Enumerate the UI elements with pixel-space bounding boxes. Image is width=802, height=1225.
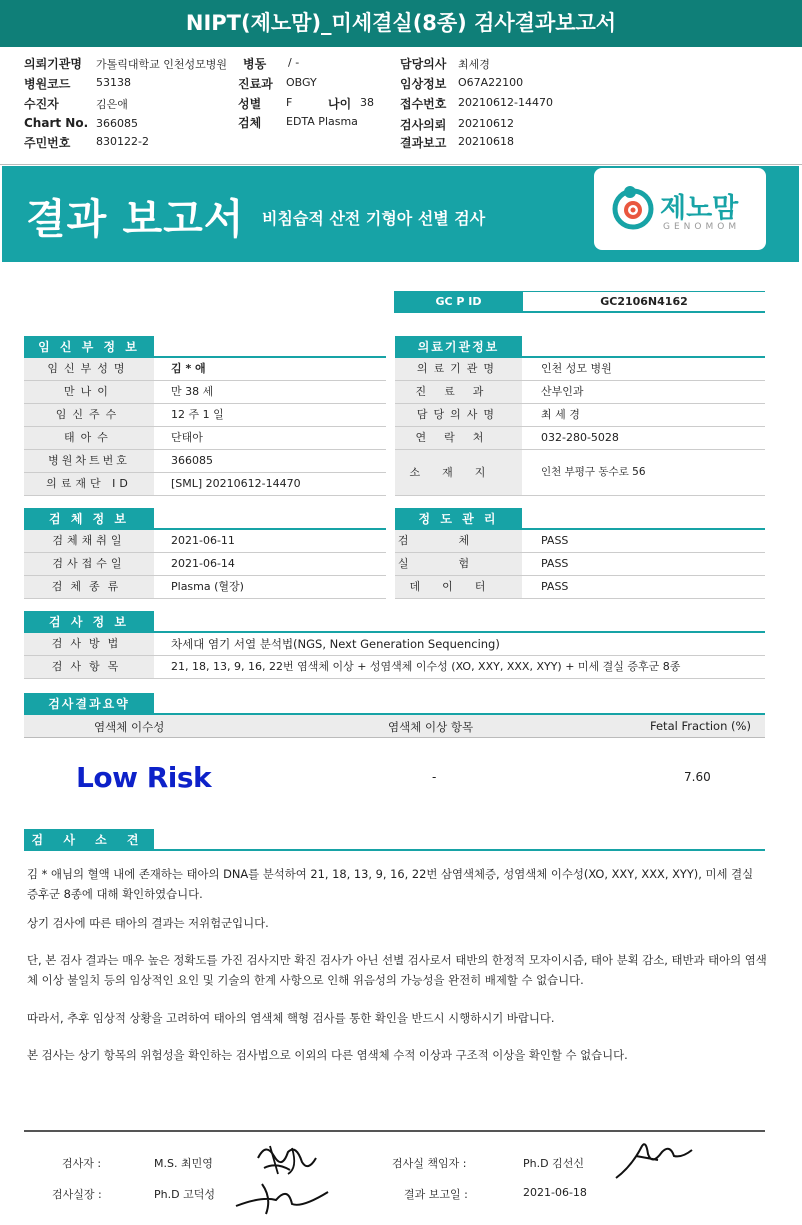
result-fetal-fraction: 7.60: [684, 770, 711, 784]
institution-row: [395, 381, 765, 404]
specimen-row: [24, 553, 386, 576]
row-key: 진료과: [395, 381, 522, 403]
age-label: 나이: [328, 97, 352, 111]
dept-value: OBGY: [286, 76, 317, 89]
signature-divider: [24, 1130, 765, 1132]
row-value: 산부인과: [541, 385, 584, 398]
test-row: [24, 633, 765, 656]
row-key: 의료기관명: [395, 358, 522, 380]
logo-subtext: GENOMOM: [663, 222, 741, 232]
findings-paragraph: 따라서, 추후 임상적 상황을 고려하여 태아의 염색체 핵형 검사를 통한 확인을 반드시 시행하시기 바랍니다.: [27, 1011, 555, 1025]
logo-text: 제노맘: [660, 193, 739, 224]
row-value: 12 주 1 일: [171, 408, 224, 421]
findings-paragraph: 김 * 애님의 혈액 내에 존재하는 태아의 DNA를 분석하여 21, 18, 13, 9, 16, 22번 삼염색체증, 성염색체 이수성(XO, XXY, XXX, XYY), 미세 결실 증후군 8종에 대해 확인하였습니다.: [27, 867, 754, 901]
specimen-section-header: [24, 508, 386, 530]
lab-head-value: Ph.D 김선신: [523, 1157, 584, 1170]
director-value: Ph.D 고덕성: [154, 1188, 215, 1201]
row-value: 단태아: [171, 431, 203, 444]
row-value: 2021-06-11: [171, 534, 235, 547]
row-key: 검체: [395, 530, 522, 552]
test-section-header: [24, 611, 765, 633]
report-label: 결과보고: [400, 136, 447, 150]
gcpid-label: GC P ID: [394, 291, 523, 313]
ward-label: 병동: [243, 57, 267, 71]
row-value: PASS: [541, 534, 569, 547]
row-key: 검체채취일: [24, 530, 154, 552]
patient-row: [24, 404, 386, 427]
lab-head-label: 검사실 책임자 :: [392, 1157, 467, 1170]
hospital-code-label: 병원코드: [24, 77, 71, 91]
row-key: 소재지: [395, 450, 522, 495]
row-key: 태아수: [24, 427, 154, 449]
test-section-title: 검 사 정 보: [24, 611, 154, 633]
recipient-label: 수진자: [24, 97, 59, 111]
row-value: 만 38 세: [171, 385, 214, 398]
chart-label: Chart No.: [24, 116, 89, 130]
summary-col-aneuploidy: 염색체 이수성: [94, 720, 165, 734]
receipt-value: 20210612-14470: [458, 96, 553, 109]
patient-section-title: 임 신 부 정 보: [24, 336, 154, 358]
director-label: 검사실장 :: [52, 1188, 102, 1201]
row-key: 만나이: [24, 381, 154, 403]
tester-signature-icon: [252, 1138, 322, 1178]
request-value: 20210612: [458, 117, 514, 130]
findings-section-title: 검 사 소 견: [24, 829, 154, 851]
row-key: 병원차트번호: [24, 450, 154, 472]
row-key: 의료재단 ID: [24, 473, 154, 495]
specimen-section-title: 검 체 정 보: [24, 508, 154, 530]
row-key: 데이터: [395, 576, 522, 598]
qc-row: [395, 530, 765, 553]
row-value: 인천 부평구 동수로 56: [541, 466, 646, 478]
qc-row: [395, 576, 765, 599]
report-date-value: 2021-06-18: [523, 1186, 587, 1199]
institution-label: 의뢰기관명: [24, 57, 82, 71]
tester-value: M.S. 최민영: [154, 1157, 213, 1170]
summary-section-header: [24, 693, 765, 715]
patient-row: [24, 473, 386, 496]
recipient-value: 김은애: [96, 98, 128, 111]
chart-value: 366085: [96, 117, 138, 130]
institution-row: [395, 427, 765, 450]
sex-value: F: [286, 96, 293, 109]
row-key: 임신주수: [24, 404, 154, 426]
findings-paragraph: 단, 본 검사 결과는 매우 높은 정확도를 가진 검사지만 확진 검사가 아닌 선별 검사로서 태반의 한정적 모자이시즘, 태아 분획 감소, 태반과 태아의 염색체 이상 불일치 등의 임상적인 요인 및 기술의 한계 사항으로 인해 위음성의 가능성을 완전히 배제할 수 없습니다.: [27, 953, 767, 987]
row-key: 검사방법: [24, 633, 154, 655]
findings-section-header: [24, 829, 765, 851]
row-key: 검사항목: [24, 656, 154, 678]
qc-section-header: [395, 508, 765, 530]
row-value: 최 세 경: [541, 408, 580, 421]
row-value: PASS: [541, 557, 569, 570]
gcpid-value: GC2106N4162: [523, 291, 765, 313]
summary-col-abnormal: 염색체 이상 항목: [388, 720, 474, 734]
banner-title: 결과 보고서: [26, 195, 245, 243]
summary-col-ff: Fetal Fraction (%): [650, 719, 751, 733]
report-title: NIPT(제노맘)_미세결실(8종) 검사결과보고서: [0, 0, 802, 47]
specimen-label: 검체: [238, 116, 262, 130]
lab-head-signature-icon: [612, 1136, 696, 1182]
row-value: PASS: [541, 580, 569, 593]
result-low-risk: Low Risk: [76, 761, 212, 794]
row-key: 담당의사명: [395, 404, 522, 426]
patient-row: [24, 358, 386, 381]
genomom-logo-icon: [612, 184, 654, 230]
findings-paragraph: 본 검사는 상기 항목의 위험성을 확인하는 검사법으로 이외의 다른 염색체 수적 이상과 구조적 이상을 확인할 수 없습니다.: [27, 1048, 628, 1062]
patient-section-header: [24, 336, 386, 358]
institution-section-header: [395, 336, 765, 358]
row-value: 인천 성모 병원: [541, 362, 612, 375]
patient-row: [24, 450, 386, 473]
hospital-code-value: 53138: [96, 76, 131, 89]
receipt-label: 접수번호: [400, 97, 447, 111]
row-key: 검체종류: [24, 576, 154, 598]
patient-header: [0, 47, 802, 165]
row-value: 김 * 애: [171, 362, 206, 375]
row-key: 실험: [395, 553, 522, 575]
row-key: 연락처: [395, 427, 522, 449]
row-value: 032-280-5028: [541, 431, 619, 444]
row-value: 21, 18, 13, 9, 16, 22번 염색체 이상 + 성염색체 이수성 (XO, XXY, XXX, XYY) + 미세 결실 증후군 8종: [171, 660, 681, 673]
patient-row: [24, 427, 386, 450]
doctor-value: 최세경: [458, 58, 490, 71]
director-signature-icon: [232, 1178, 332, 1218]
report-date-label: 결과 보고일 :: [404, 1188, 468, 1201]
row-value: 366085: [171, 454, 213, 467]
patient-row: [24, 381, 386, 404]
banner-subtitle: 비침습적 산전 기형아 선별 검사: [262, 209, 486, 228]
summary-section-title: 검사결과요약: [24, 693, 154, 715]
resident-label: 주민번호: [24, 136, 71, 150]
institution-section-title: 의료기관정보: [395, 336, 522, 358]
summary-header-row: [24, 715, 765, 738]
findings-paragraph: 상기 검사에 따른 태아의 결과는 저위험군입니다.: [27, 916, 269, 930]
specimen-value: EDTA Plasma: [286, 115, 358, 128]
sex-label: 성별: [238, 97, 262, 111]
row-value: 2021-06-14: [171, 557, 235, 570]
institution-row: [395, 358, 765, 381]
specimen-row: [24, 576, 386, 599]
row-value: Plasma (혈장): [171, 580, 244, 593]
institution-row: [395, 450, 765, 496]
age-value: 38: [360, 96, 374, 109]
report-value: 20210618: [458, 135, 514, 148]
qc-section-title: 정 도 관 리: [395, 508, 522, 530]
dept-label: 진료과: [238, 77, 273, 91]
qc-row: [395, 553, 765, 576]
specimen-row: [24, 530, 386, 553]
institution-row: [395, 404, 765, 427]
clinical-label: 임상정보: [400, 77, 447, 91]
request-label: 검사의뢰: [400, 118, 447, 132]
test-row: [24, 656, 765, 679]
row-key: 임신부성명: [24, 358, 154, 380]
institution-value: 가톨릭대학교 인천성모병원: [96, 58, 228, 71]
clinical-value: O67A22100: [458, 76, 524, 89]
result-abnormal: -: [432, 770, 437, 784]
doctor-label: 담당의사: [400, 57, 447, 71]
tester-label: 검사자 :: [62, 1157, 102, 1170]
row-value: 차세대 염기 서열 분석법(NGS, Next Generation Sequencing): [171, 637, 500, 651]
row-value: [SML] 20210612-14470: [171, 477, 301, 490]
resident-value: 830122-2: [96, 135, 149, 148]
row-key: 검사접수일: [24, 553, 154, 575]
ward-value: / -: [288, 56, 300, 69]
